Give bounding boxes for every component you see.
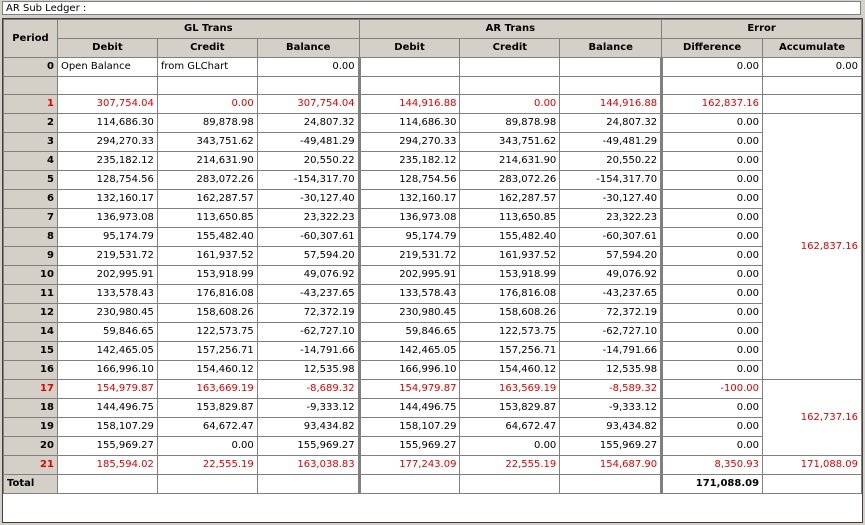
ar-balance-cell: -49,481.29 <box>560 133 662 152</box>
difference-cell: 0.00 <box>662 171 763 190</box>
gl-balance-cell: 307,754.04 <box>257 95 359 114</box>
gl-credit-header[interactable]: Credit <box>157 39 257 58</box>
error-header: Error <box>662 20 862 39</box>
gl-debit-cell: 154,979.87 <box>57 380 157 399</box>
difference-cell: 0.00 <box>662 247 763 266</box>
ar-debit-cell: 202,995.91 <box>359 266 460 285</box>
gl-credit-cell: 343,751.62 <box>157 133 257 152</box>
ar-credit-cell: 122,573.75 <box>460 323 560 342</box>
ar-balance-cell: -8,589.32 <box>560 380 662 399</box>
ledger-table <box>3 19 862 494</box>
gl-balance-cell: 12,535.98 <box>257 361 359 380</box>
total-gl-balance <box>257 475 359 494</box>
period-cell: 1 <box>4 95 58 114</box>
table-row[interactable] <box>4 171 862 190</box>
table-row[interactable] <box>4 399 862 418</box>
gl-credit-cell: 122,573.75 <box>157 323 257 342</box>
gl-debit-cell: 235,182.12 <box>57 152 157 171</box>
gl-debit-cell: 136,973.08 <box>57 209 157 228</box>
ar-debit-cell: 136,973.08 <box>359 209 460 228</box>
ar-debit-cell: 142,465.05 <box>359 342 460 361</box>
gl-credit-cell: 155,482.40 <box>157 228 257 247</box>
table-row[interactable] <box>4 95 862 114</box>
blank-cell <box>157 77 257 95</box>
ar-balance-cell: -30,127.40 <box>560 190 662 209</box>
ar-credit-cell: 155,482.40 <box>460 228 560 247</box>
ar-balance-cell: 144,916.88 <box>560 95 662 114</box>
period-cell: 19 <box>4 418 58 437</box>
ar-credit-header[interactable]: Credit <box>460 39 560 58</box>
ar-credit-cell: 0.00 <box>460 437 560 456</box>
difference-cell: 0.00 <box>662 285 763 304</box>
blank-cell <box>560 77 662 95</box>
gl-debit-cell: 114,686.30 <box>57 114 157 133</box>
difference-cell: 162,837.16 <box>662 95 763 114</box>
gl-debit-cell: Open Balance <box>57 58 157 77</box>
difference-cell: 0.00 <box>662 114 763 133</box>
period-cell: 6 <box>4 190 58 209</box>
period-cell: 4 <box>4 152 58 171</box>
gl-balance-cell: 0.00 <box>257 58 359 77</box>
blank-cell <box>359 77 460 95</box>
gl-debit-cell: 128,754.56 <box>57 171 157 190</box>
ar-debit-cell: 158,107.29 <box>359 418 460 437</box>
period-cell: 5 <box>4 171 58 190</box>
gl-debit-cell: 133,578.43 <box>57 285 157 304</box>
ar-credit-cell: 113,650.85 <box>460 209 560 228</box>
ar-credit-cell: 22,555.19 <box>460 456 560 475</box>
ar-balance-cell: 49,076.92 <box>560 266 662 285</box>
ar-credit-cell: 89,878.98 <box>460 114 560 133</box>
ar-credit-cell: 343,751.62 <box>460 133 560 152</box>
gl-balance-cell: 57,594.20 <box>257 247 359 266</box>
table-row[interactable] <box>4 285 862 304</box>
period-cell: 17 <box>4 380 58 399</box>
difference-cell: 0.00 <box>662 190 763 209</box>
table-row[interactable] <box>4 266 862 285</box>
table-row[interactable] <box>4 114 862 133</box>
gl-balance-cell: -8,689.32 <box>257 380 359 399</box>
accumulate-cell: 162,837.16 <box>763 114 862 380</box>
ar-balance-cell: 24,807.32 <box>560 114 662 133</box>
ar-debit-cell: 95,174.79 <box>359 228 460 247</box>
blank-cell <box>57 77 157 95</box>
period-cell: 15 <box>4 342 58 361</box>
gl-debit-cell: 142,465.05 <box>57 342 157 361</box>
ar-debit-cell: 177,243.09 <box>359 456 460 475</box>
difference-header[interactable]: Difference <box>662 39 763 58</box>
difference-cell: 0.00 <box>662 399 763 418</box>
accumulate-header[interactable]: Accumulate <box>763 39 862 58</box>
gl-balance-header[interactable]: Balance <box>257 39 359 58</box>
period-cell: 11 <box>4 285 58 304</box>
gl-credit-cell: 163,669.19 <box>157 380 257 399</box>
accumulate-cell: 162,737.16 <box>763 380 862 456</box>
ar-trans-header: AR Trans <box>359 20 662 39</box>
ar-balance-cell: 72,372.19 <box>560 304 662 323</box>
difference-cell: -100.00 <box>662 380 763 399</box>
ar-balance-cell: 154,687.90 <box>560 456 662 475</box>
gl-credit-cell: 0.00 <box>157 95 257 114</box>
gl-debit-cell: 95,174.79 <box>57 228 157 247</box>
period-cell: 16 <box>4 361 58 380</box>
ar-balance-cell: 20,550.22 <box>560 152 662 171</box>
ar-credit-cell: 154,460.12 <box>460 361 560 380</box>
gl-credit-cell: 214,631.90 <box>157 152 257 171</box>
ar-balance-cell <box>560 58 662 77</box>
gl-debit-cell: 230,980.45 <box>57 304 157 323</box>
gl-balance-cell: 155,969.27 <box>257 437 359 456</box>
gl-balance-cell: 72,372.19 <box>257 304 359 323</box>
period-cell: 8 <box>4 228 58 247</box>
table-row[interactable] <box>4 133 862 152</box>
period-header[interactable]: Period <box>4 20 58 58</box>
gl-credit-cell: 22,555.19 <box>157 456 257 475</box>
ar-balance-cell: 12,535.98 <box>560 361 662 380</box>
ar-credit-cell: 176,816.08 <box>460 285 560 304</box>
blank-row <box>4 77 862 95</box>
gl-credit-cell: 153,829.87 <box>157 399 257 418</box>
gl-credit-cell: 283,072.26 <box>157 171 257 190</box>
gl-balance-cell: -9,333.12 <box>257 399 359 418</box>
total-label: Total <box>4 475 58 494</box>
ar-credit-cell: 162,287.57 <box>460 190 560 209</box>
gl-credit-cell: from GLChart <box>157 58 257 77</box>
ar-credit-cell: 153,829.87 <box>460 399 560 418</box>
ar-debit-cell: 144,916.88 <box>359 95 460 114</box>
period-cell: 7 <box>4 209 58 228</box>
gl-debit-cell: 219,531.72 <box>57 247 157 266</box>
ar-balance-cell: 23,322.23 <box>560 209 662 228</box>
ar-credit-cell: 158,608.26 <box>460 304 560 323</box>
difference-cell: 0.00 <box>662 437 763 456</box>
ar-balance-cell: 93,434.82 <box>560 418 662 437</box>
gl-balance-cell: -49,481.29 <box>257 133 359 152</box>
gl-debit-cell: 307,754.04 <box>57 95 157 114</box>
total-accumulate <box>763 475 862 494</box>
table-row[interactable] <box>4 247 862 266</box>
ar-debit-cell: 128,754.56 <box>359 171 460 190</box>
ar-debit-cell: 133,578.43 <box>359 285 460 304</box>
gl-balance-cell: 49,076.92 <box>257 266 359 285</box>
difference-cell: 0.00 <box>662 342 763 361</box>
ledger-grid[interactable] <box>2 18 863 523</box>
ar-balance-cell: -154,317.70 <box>560 171 662 190</box>
gl-credit-cell: 176,816.08 <box>157 285 257 304</box>
ar-credit-cell <box>460 58 560 77</box>
gl-balance-cell: -30,127.40 <box>257 190 359 209</box>
table-row[interactable] <box>4 418 862 437</box>
ar-balance-cell: 57,594.20 <box>560 247 662 266</box>
ar-debit-cell: 235,182.12 <box>359 152 460 171</box>
window-title: AR Sub Ledger : <box>2 1 861 15</box>
ar-debit-cell: 132,160.17 <box>359 190 460 209</box>
gl-balance-cell: 93,434.82 <box>257 418 359 437</box>
gl-debit-cell: 155,969.27 <box>57 437 157 456</box>
gl-balance-cell: 23,322.23 <box>257 209 359 228</box>
gl-debit-cell: 132,160.17 <box>57 190 157 209</box>
ar-balance-cell: -9,333.12 <box>560 399 662 418</box>
blank-cell <box>460 77 560 95</box>
period-cell: 0 <box>4 58 58 77</box>
blank-cell <box>257 77 359 95</box>
gl-credit-cell: 154,460.12 <box>157 361 257 380</box>
total-gl-credit <box>157 475 257 494</box>
period-cell: 10 <box>4 266 58 285</box>
table-row[interactable] <box>4 323 862 342</box>
ar-debit-cell: 59,846.65 <box>359 323 460 342</box>
accumulate-cell: 171,088.09 <box>763 456 862 475</box>
gl-balance-cell: -62,727.10 <box>257 323 359 342</box>
table-row[interactable] <box>4 209 862 228</box>
difference-cell: 0.00 <box>662 58 763 77</box>
accumulate-cell <box>763 95 862 114</box>
table-row[interactable] <box>4 342 862 361</box>
total-gl-debit <box>57 475 157 494</box>
gl-balance-cell: 20,550.22 <box>257 152 359 171</box>
gl-credit-cell: 158,608.26 <box>157 304 257 323</box>
gl-debit-cell: 185,594.02 <box>57 456 157 475</box>
ar-debit-header[interactable]: Debit <box>359 39 460 58</box>
difference-cell: 0.00 <box>662 361 763 380</box>
gl-trans-header: GL Trans <box>57 20 359 39</box>
ar-debit-cell: 114,686.30 <box>359 114 460 133</box>
period-cell: 18 <box>4 399 58 418</box>
gl-debit-header[interactable]: Debit <box>57 39 157 58</box>
gl-balance-cell: -60,307.61 <box>257 228 359 247</box>
ar-debit-cell: 155,969.27 <box>359 437 460 456</box>
gl-balance-cell: -154,317.70 <box>257 171 359 190</box>
period-cell: 20 <box>4 437 58 456</box>
table-row[interactable] <box>4 380 862 399</box>
gl-balance-cell: 24,807.32 <box>257 114 359 133</box>
gl-debit-cell: 294,270.33 <box>57 133 157 152</box>
difference-cell: 0.00 <box>662 228 763 247</box>
ar-balance-header[interactable]: Balance <box>560 39 662 58</box>
table-row[interactable] <box>4 456 862 475</box>
difference-cell: 0.00 <box>662 304 763 323</box>
ar-credit-cell: 64,672.47 <box>460 418 560 437</box>
table-row[interactable] <box>4 304 862 323</box>
total-ar-debit <box>359 475 460 494</box>
total-row <box>4 475 862 494</box>
gl-credit-cell: 89,878.98 <box>157 114 257 133</box>
table-row[interactable] <box>4 437 862 456</box>
ar-credit-cell: 163,569.19 <box>460 380 560 399</box>
difference-cell: 0.00 <box>662 323 763 342</box>
gl-balance-cell: -43,237.65 <box>257 285 359 304</box>
ar-debit-cell: 230,980.45 <box>359 304 460 323</box>
ar-credit-cell: 153,918.99 <box>460 266 560 285</box>
ar-balance-cell: -14,791.66 <box>560 342 662 361</box>
period-cell: 9 <box>4 247 58 266</box>
period-cell: 21 <box>4 456 58 475</box>
difference-cell: 0.00 <box>662 418 763 437</box>
gl-credit-cell: 157,256.71 <box>157 342 257 361</box>
ar-debit-cell <box>359 58 460 77</box>
ar-credit-cell: 157,256.71 <box>460 342 560 361</box>
difference-cell: 0.00 <box>662 133 763 152</box>
gl-debit-cell: 144,496.75 <box>57 399 157 418</box>
accumulate-cell: 0.00 <box>763 58 862 77</box>
ar-debit-cell: 219,531.72 <box>359 247 460 266</box>
ar-credit-cell: 0.00 <box>460 95 560 114</box>
table-row[interactable] <box>4 361 862 380</box>
period-cell: 2 <box>4 114 58 133</box>
gl-credit-cell: 161,937.52 <box>157 247 257 266</box>
ar-debit-cell: 294,270.33 <box>359 133 460 152</box>
gl-credit-cell: 113,650.85 <box>157 209 257 228</box>
ar-debit-cell: 166,996.10 <box>359 361 460 380</box>
period-cell: 12 <box>4 304 58 323</box>
gl-debit-cell: 158,107.29 <box>57 418 157 437</box>
ar-credit-cell: 214,631.90 <box>460 152 560 171</box>
blank-cell <box>662 77 763 95</box>
gl-balance-cell: -14,791.66 <box>257 342 359 361</box>
difference-cell: 0.00 <box>662 266 763 285</box>
ar-balance-cell: -62,727.10 <box>560 323 662 342</box>
table-row[interactable] <box>4 228 862 247</box>
blank-period-cell <box>4 77 58 95</box>
difference-cell: 0.00 <box>662 152 763 171</box>
table-row[interactable] <box>4 190 862 209</box>
gl-debit-cell: 166,996.10 <box>57 361 157 380</box>
period-cell: 14 <box>4 323 58 342</box>
gl-debit-cell: 59,846.65 <box>57 323 157 342</box>
opening-row[interactable] <box>4 58 862 77</box>
table-row[interactable] <box>4 152 862 171</box>
period-cell: 3 <box>4 133 58 152</box>
ar-debit-cell: 144,496.75 <box>359 399 460 418</box>
blank-cell <box>763 77 862 95</box>
ar-balance-cell: -43,237.65 <box>560 285 662 304</box>
ar-debit-cell: 154,979.87 <box>359 380 460 399</box>
ar-balance-cell: 155,969.27 <box>560 437 662 456</box>
gl-debit-cell: 202,995.91 <box>57 266 157 285</box>
ar-credit-cell: 161,937.52 <box>460 247 560 266</box>
difference-cell: 8,350.93 <box>662 456 763 475</box>
gl-balance-cell: 163,038.83 <box>257 456 359 475</box>
ar-balance-cell: -60,307.61 <box>560 228 662 247</box>
gl-credit-cell: 153,918.99 <box>157 266 257 285</box>
ar-credit-cell: 283,072.26 <box>460 171 560 190</box>
total-ar-balance <box>560 475 662 494</box>
difference-cell: 0.00 <box>662 209 763 228</box>
gl-credit-cell: 0.00 <box>157 437 257 456</box>
gl-credit-cell: 64,672.47 <box>157 418 257 437</box>
total-ar-credit <box>460 475 560 494</box>
gl-credit-cell: 162,287.57 <box>157 190 257 209</box>
total-difference: 171,088.09 <box>662 475 763 494</box>
